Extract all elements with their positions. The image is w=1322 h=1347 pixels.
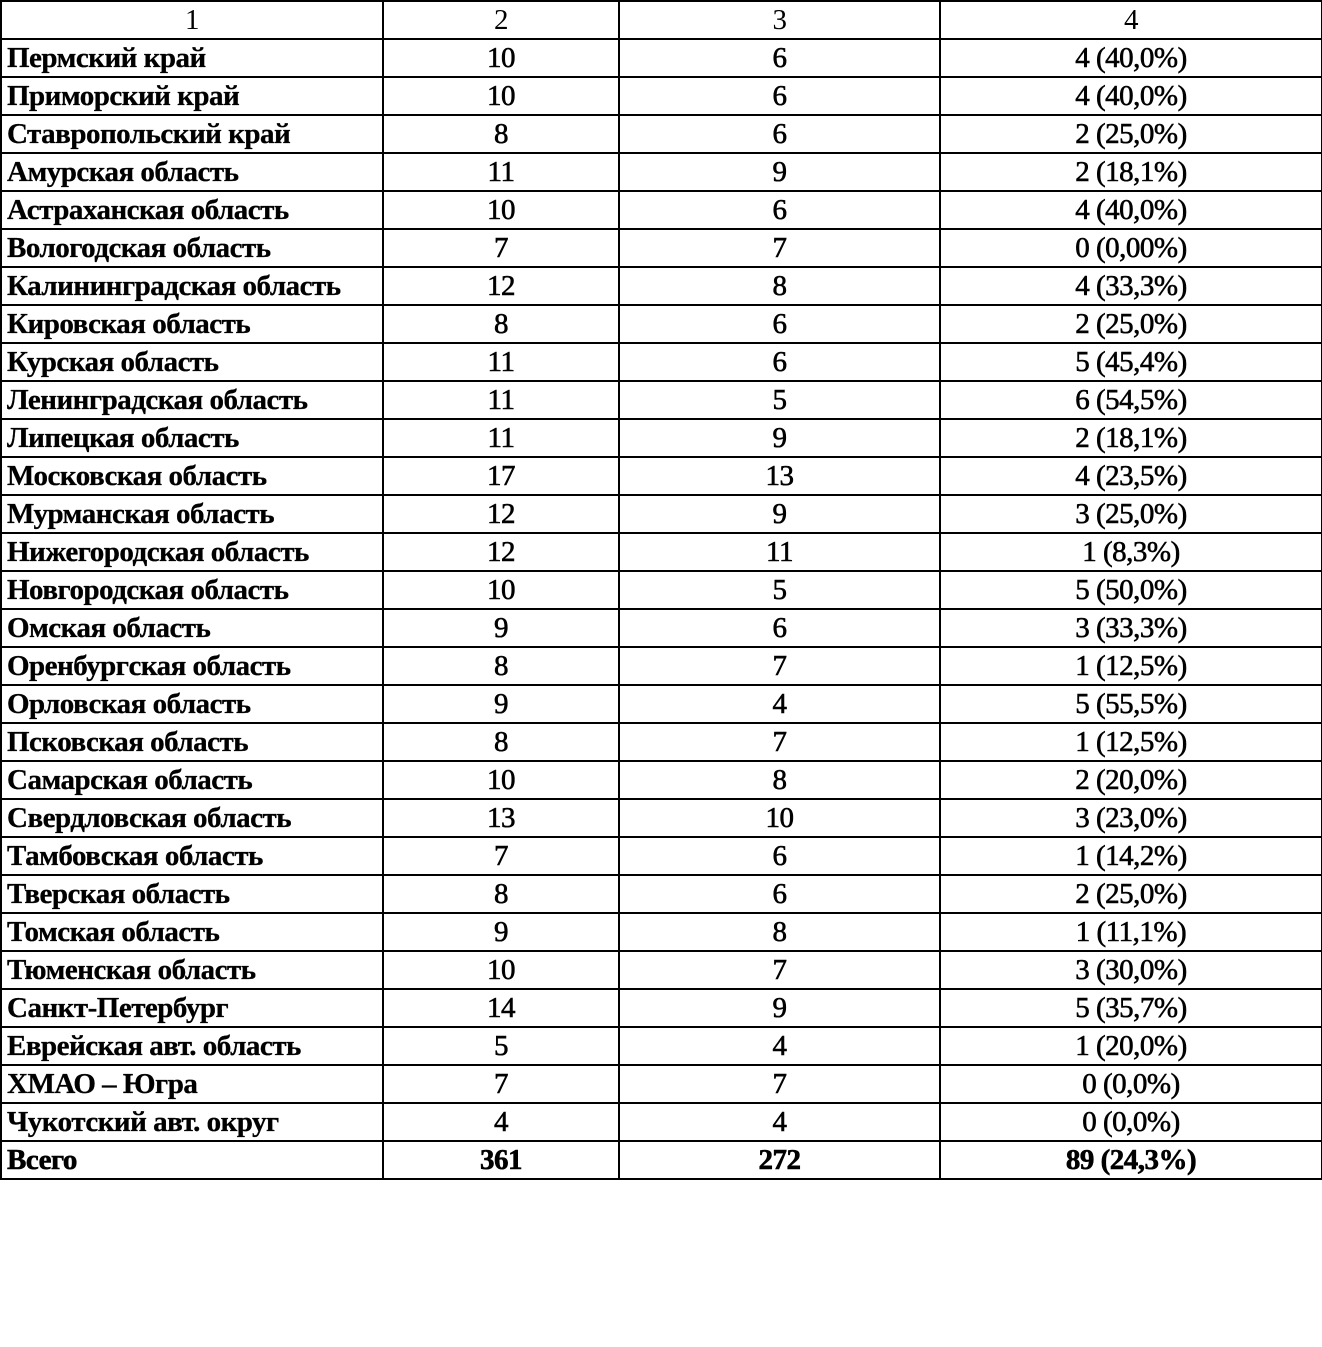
col3-cell: 9	[619, 153, 940, 191]
col4-cell: 4 (40,0%)	[940, 39, 1322, 77]
region-cell: Нижегородская область	[1, 533, 383, 571]
table-row	[1, 913, 1322, 951]
col2-cell: 8	[383, 115, 619, 153]
col2-cell: 11	[383, 153, 619, 191]
col2-cell: 9	[383, 609, 619, 647]
col3-cell: 6	[619, 115, 940, 153]
col2-cell: 8	[383, 305, 619, 343]
table-row	[1, 1103, 1322, 1141]
col2-cell: 4	[383, 1103, 619, 1141]
region-cell: Приморский край	[1, 77, 383, 115]
total-col2: 361	[383, 1141, 619, 1179]
col3-cell: 9	[619, 495, 940, 533]
col4-cell: 1 (12,5%)	[940, 647, 1322, 685]
col2-cell: 9	[383, 913, 619, 951]
region-cell: Амурская область	[1, 153, 383, 191]
col3-cell: 13	[619, 457, 940, 495]
col2-cell: 10	[383, 77, 619, 115]
col3-cell: 7	[619, 951, 940, 989]
region-cell: Свердловская область	[1, 799, 383, 837]
table-row	[1, 343, 1322, 381]
region-cell: Вологодская область	[1, 229, 383, 267]
region-cell: Кировская область	[1, 305, 383, 343]
col3-cell: 6	[619, 77, 940, 115]
col4-cell: 4 (23,5%)	[940, 457, 1322, 495]
col4-cell: 5 (50,0%)	[940, 571, 1322, 609]
col2-cell: 10	[383, 571, 619, 609]
region-cell: Томская область	[1, 913, 383, 951]
table-row	[1, 229, 1322, 267]
col4-cell: 3 (25,0%)	[940, 495, 1322, 533]
table-row	[1, 381, 1322, 419]
col4-cell: 1 (11,1%)	[940, 913, 1322, 951]
column-header-2: 2	[383, 1, 619, 39]
total-col3: 272	[619, 1141, 940, 1179]
region-cell: Псковская область	[1, 723, 383, 761]
col3-cell: 5	[619, 381, 940, 419]
col4-cell: 6 (54,5%)	[940, 381, 1322, 419]
table-row	[1, 153, 1322, 191]
col2-cell: 5	[383, 1027, 619, 1065]
col3-cell: 6	[619, 191, 940, 229]
col4-cell: 0 (0,0%)	[940, 1065, 1322, 1103]
region-cell: Орловская область	[1, 685, 383, 723]
table-row	[1, 723, 1322, 761]
col3-cell: 7	[619, 1065, 940, 1103]
col4-cell: 5 (55,5%)	[940, 685, 1322, 723]
region-cell: Мурманская область	[1, 495, 383, 533]
total-col4: 89 (24,3%)	[940, 1141, 1322, 1179]
col3-cell: 6	[619, 875, 940, 913]
table-row	[1, 989, 1322, 1027]
table-row	[1, 761, 1322, 799]
table-row	[1, 951, 1322, 989]
table-row	[1, 495, 1322, 533]
col3-cell: 9	[619, 989, 940, 1027]
table-row	[1, 267, 1322, 305]
col2-cell: 13	[383, 799, 619, 837]
col2-cell: 17	[383, 457, 619, 495]
col4-cell: 0 (0,0%)	[940, 1103, 1322, 1141]
table-row	[1, 115, 1322, 153]
col3-cell: 8	[619, 913, 940, 951]
region-cell: Омская область	[1, 609, 383, 647]
col4-cell: 4 (33,3%)	[940, 267, 1322, 305]
region-cell: Тверская область	[1, 875, 383, 913]
col3-cell: 6	[619, 609, 940, 647]
col3-cell: 8	[619, 267, 940, 305]
region-cell: Калининградская область	[1, 267, 383, 305]
col2-cell: 8	[383, 723, 619, 761]
col4-cell: 4 (40,0%)	[940, 191, 1322, 229]
table-row	[1, 875, 1322, 913]
column-header-4: 4	[940, 1, 1322, 39]
col2-cell: 11	[383, 343, 619, 381]
col2-cell: 7	[383, 837, 619, 875]
col4-cell: 3 (33,3%)	[940, 609, 1322, 647]
table-row	[1, 457, 1322, 495]
region-cell: ХМАО – Югра	[1, 1065, 383, 1103]
col2-cell: 7	[383, 1065, 619, 1103]
region-cell: Санкт-Петербург	[1, 989, 383, 1027]
col4-cell: 5 (45,4%)	[940, 343, 1322, 381]
region-cell: Липецкая область	[1, 419, 383, 457]
region-cell: Пермский край	[1, 39, 383, 77]
region-cell: Московская область	[1, 457, 383, 495]
col3-cell: 6	[619, 39, 940, 77]
col3-cell: 5	[619, 571, 940, 609]
col2-cell: 11	[383, 419, 619, 457]
col3-cell: 6	[619, 305, 940, 343]
table-row	[1, 1027, 1322, 1065]
col2-cell: 12	[383, 267, 619, 305]
col2-cell: 8	[383, 647, 619, 685]
col3-cell: 6	[619, 343, 940, 381]
table-row	[1, 799, 1322, 837]
col4-cell: 2 (20,0%)	[940, 761, 1322, 799]
col2-cell: 12	[383, 533, 619, 571]
col2-cell: 10	[383, 39, 619, 77]
region-cell: Оренбургская область	[1, 647, 383, 685]
table-row	[1, 533, 1322, 571]
col3-cell: 7	[619, 723, 940, 761]
column-header-3: 3	[619, 1, 940, 39]
region-cell: Чукотский авт. округ	[1, 1103, 383, 1141]
col3-cell: 7	[619, 229, 940, 267]
column-header-1: 1	[1, 1, 383, 39]
table-row	[1, 685, 1322, 723]
table-row	[1, 191, 1322, 229]
total-row	[1, 1141, 1322, 1179]
col4-cell: 4 (40,0%)	[940, 77, 1322, 115]
col3-cell: 6	[619, 837, 940, 875]
col2-cell: 10	[383, 951, 619, 989]
region-cell: Тамбовская область	[1, 837, 383, 875]
col2-cell: 10	[383, 761, 619, 799]
col3-cell: 4	[619, 685, 940, 723]
col4-cell: 2 (25,0%)	[940, 875, 1322, 913]
col2-cell: 14	[383, 989, 619, 1027]
region-cell: Курская область	[1, 343, 383, 381]
table-body	[1, 39, 1322, 1141]
col4-cell: 3 (30,0%)	[940, 951, 1322, 989]
col4-cell: 2 (18,1%)	[940, 153, 1322, 191]
col3-cell: 8	[619, 761, 940, 799]
col4-cell: 2 (18,1%)	[940, 419, 1322, 457]
col2-cell: 12	[383, 495, 619, 533]
col4-cell: 1 (20,0%)	[940, 1027, 1322, 1065]
col3-cell: 4	[619, 1027, 940, 1065]
col3-cell: 10	[619, 799, 940, 837]
col4-cell: 5 (35,7%)	[940, 989, 1322, 1027]
region-cell: Ставропольский край	[1, 115, 383, 153]
table-row	[1, 39, 1322, 77]
col4-cell: 0 (0,00%)	[940, 229, 1322, 267]
col4-cell: 1 (8,3%)	[940, 533, 1322, 571]
region-cell: Астраханская область	[1, 191, 383, 229]
col4-cell: 2 (25,0%)	[940, 305, 1322, 343]
col4-cell: 1 (14,2%)	[940, 837, 1322, 875]
col4-cell: 2 (25,0%)	[940, 115, 1322, 153]
region-cell: Тюменская область	[1, 951, 383, 989]
region-cell: Самарская область	[1, 761, 383, 799]
col2-cell: 10	[383, 191, 619, 229]
region-cell: Еврейская авт. область	[1, 1027, 383, 1065]
col2-cell: 9	[383, 685, 619, 723]
table-row	[1, 647, 1322, 685]
col4-cell: 1 (12,5%)	[940, 723, 1322, 761]
table-row	[1, 305, 1322, 343]
col3-cell: 9	[619, 419, 940, 457]
region-cell: Новгородская область	[1, 571, 383, 609]
col4-cell: 3 (23,0%)	[940, 799, 1322, 837]
table-row	[1, 609, 1322, 647]
table-row	[1, 77, 1322, 115]
table-row	[1, 837, 1322, 875]
col2-cell: 7	[383, 229, 619, 267]
region-cell: Ленинградская область	[1, 381, 383, 419]
col2-cell: 8	[383, 875, 619, 913]
table-row	[1, 419, 1322, 457]
table-row	[1, 571, 1322, 609]
col3-cell: 7	[619, 647, 940, 685]
col2-cell: 11	[383, 381, 619, 419]
col3-cell: 11	[619, 533, 940, 571]
col3-cell: 4	[619, 1103, 940, 1141]
total-label: Всего	[1, 1141, 383, 1179]
header-row	[1, 1, 1322, 39]
table-row	[1, 1065, 1322, 1103]
